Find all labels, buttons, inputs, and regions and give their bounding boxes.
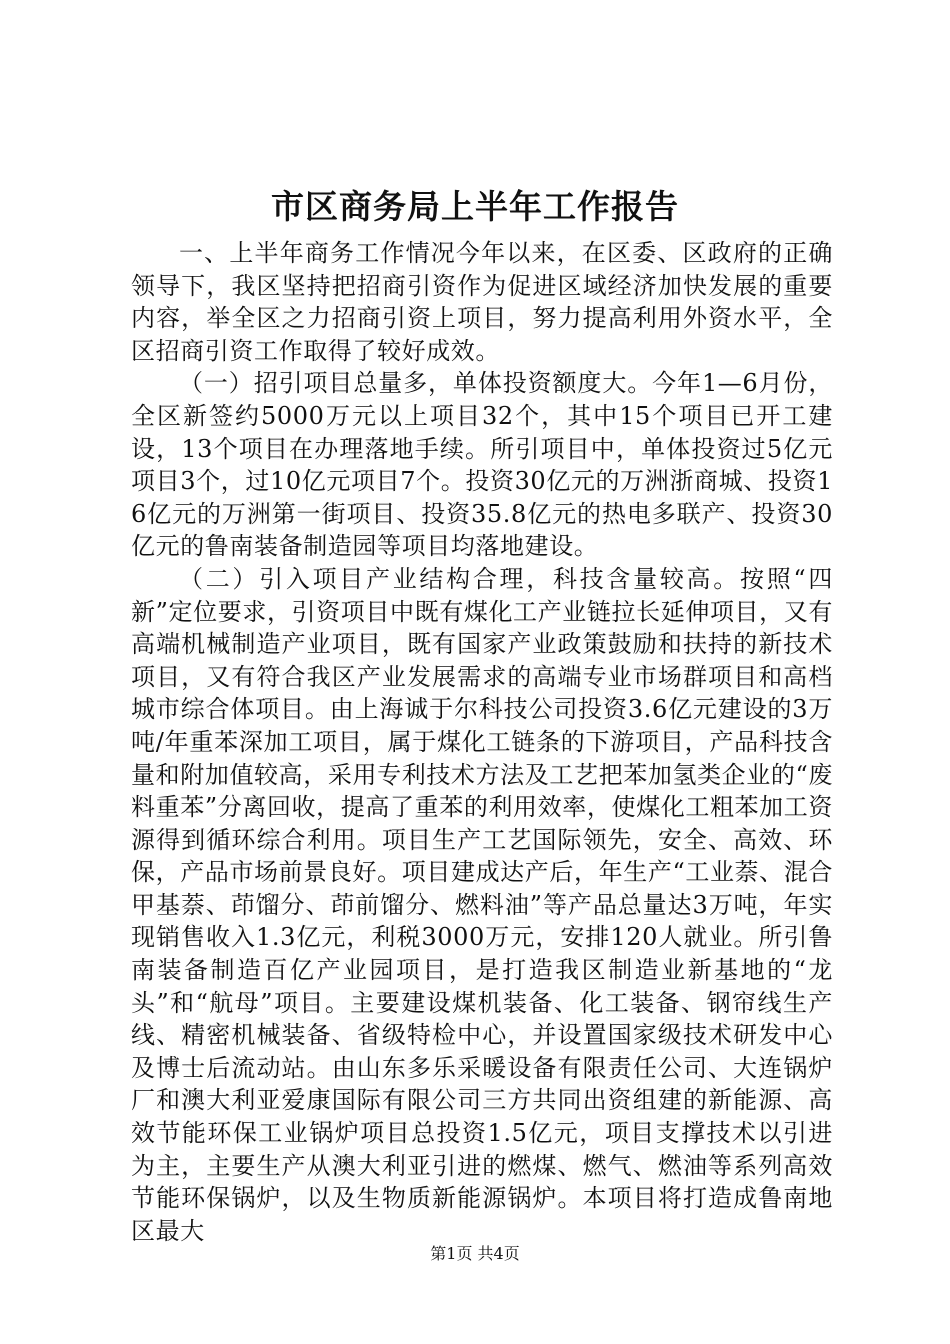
document-body: [131, 237, 833, 1247]
paragraph-section-one: （一）招引项目总量多，单体投资额度大。今年1—6月份，全区新签约5000万元以上项目32个，其中15个项目已开工建设，13个项目在办理落地手续。所引项目中，单体投资过5亿元项目3个，过10亿元项目7个。投资30亿元的万洲浙商城、投资16亿元的万洲第一街项目、投资35.8亿元的热电多联产、投资30亿元的鲁南装备制造园等项目均落地建设。: [131, 369, 833, 561]
document-title: 市区商务局上半年工作报告: [271, 187, 679, 226]
page-footer: 第1页 共4页: [430, 1244, 520, 1263]
paragraph-section-two: （二）引入项目产业结构合理，科技含量较高。按照“四新”定位要求，引资项目中既有煤化工产业链拉长延伸项目，又有高端机械制造产业项目，既有国家产业政策鼓励和扶持的新技术项目，又有符合我区产业发展需求的高端专业市场群项目和高档城市综合体项目。由上海诚于尔科技公司投资3.6亿元建设的3万吨/年重苯深加工项目，属于煤化工链条的下游项目，产品科技含量和附加值较高，采用专利技术方法及工艺把苯加氢类企业的“废料重苯”分离回收，提高了重苯的利用效率，使煤化工粗苯加工资源得到循环综合利用。项目生产工艺国际领先，安全、高效、环保，产品市场前景良好。项目建成达产后，年生产“工业萘、混合甲基萘、茚馏分、茚前馏分、燃料油”等产品总量达3万吨，年实现销售收入1.3亿元，利税3000万元，安排120人就业。所引鲁南装备制造百亿产业园项目，是打造我区制造业新基地的“龙头”和“航母”项目。主要建设煤机装备、化工装备、钢帘线生产线、精密机械装备、省级特检中心，并设置国家级技术研发中心及博士后流动站。由山东多乐采暖设备有限责任公司、大连锅炉厂和澳大利亚爱康国际有限公司三方共同出资组建的新能源、高效节能环保工业锅炉项目总投资1.5亿元，项目支撑技术以引进为主，主要生产从澳大利亚引进的燃煤、燃气、燃油等系列高效节能环保锅炉，以及生物质新能源锅炉。本项目将打造成鲁南地区最大: [131, 564, 833, 1245]
paragraph-overview: 一、上半年商务工作情况今年以来，在区委、区政府的正确领导下，我区坚持把招商引资作为促进区域经济加快发展的重要内容，举全区之力招商引资上项目，努力提高利用外资水平，全区招商引资工作取得了较好成效。: [131, 239, 833, 365]
